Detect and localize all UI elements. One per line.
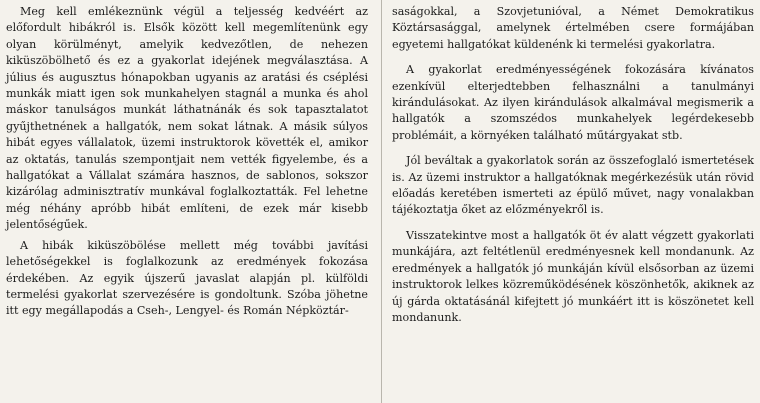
paragraph: A gyakorlat eredményességének fokozására kívánatos ezenkívül elterjedtebben felhasználni a tanulmányi kirándulásokat. Az ilyen kirándulások alkalmával megismerik a hallgatók a szomszédos munkahelyek legérdekesebb problémáit, a környéken található műtárgyakat stb.	[392, 63, 754, 142]
paragraph: Jól beváltak a gyakorlatok során az összefoglaló ismertetések is. Az üzemi instruktor a hallgatóknak megérkezésük után rövid előadás keretében ismerteti az épülő művet, nagy vonalakban tájékoztatja őket az előzményekről is.	[392, 154, 754, 217]
paragraph: A hibák kiküszöbölése mellett még további javítási lehetőségekkel is foglalkozunk az eredmények fokozása érdekében. Az egyik újszerű javaslat alapján pl. külföldi termelési gyakorlat szervezésére is gondoltunk. Szóba jöhetne itt egy megállapodás a Cseh-, Lengyel- és Román Népköztár-	[6, 238, 368, 318]
column-divider	[381, 0, 382, 403]
left-text-column	[6, 4, 368, 320]
right-text-column	[392, 4, 754, 326]
paragraph: Meg kell emlékeznünk végül a teljesség kedvéért az előfordult hibákról is. Elsők között kell megemlítenünk egy olyan körülményt, amelyik kedvezőtlen, de nehezen kiküszöbölhető és ez a gyakorlat idejének megválasztása. A július és augusztus hónapokban ugyanis az aratási és cséplési munkák miatt igen sok munkahelyen stagnál a munka és ahol máskor tanulságos munkát láthatnánák és sok tapasztalatot gyűjthetnének a hallgatók, nem sokat látnak. A másik súlyos hibát egyes vállalatok, üzemi instruktorok követték el, amikor az oktatás, tanulás szempontjait nem vették figyelembe, és a hallgatókat a Vállalat számára hasznos, de sablonos, sokszor kizárólag adminisztratív munkával foglalkoztatták. Fel lehetne még néhány apróbb hibát említeni, de ezek már kisebb jelentőségűek.	[6, 5, 368, 232]
paragraph-continuation: saságokkal, a Szovjetunióval, a Német Demokratikus Köztársasággal, amelynek értelmében csere formájában egyetemi hallgatókat küldenénk ki termelési gyakorlatra.	[392, 5, 754, 51]
paragraph: Visszatekintve most a hallgatók öt év alatt végzett gyakorlati munkájára, azt feltétlenül eredményesnek kell mondanunk. Az eredmények a hallgatók jó munkáján kívül elsősorban az üzemi instruktorok lelkes közreműködésének köszönhetők, akiknek az új gárda oktatásánál kifejtett jó munkáért itt is köszönetet kell mondanunk.	[392, 228, 754, 324]
